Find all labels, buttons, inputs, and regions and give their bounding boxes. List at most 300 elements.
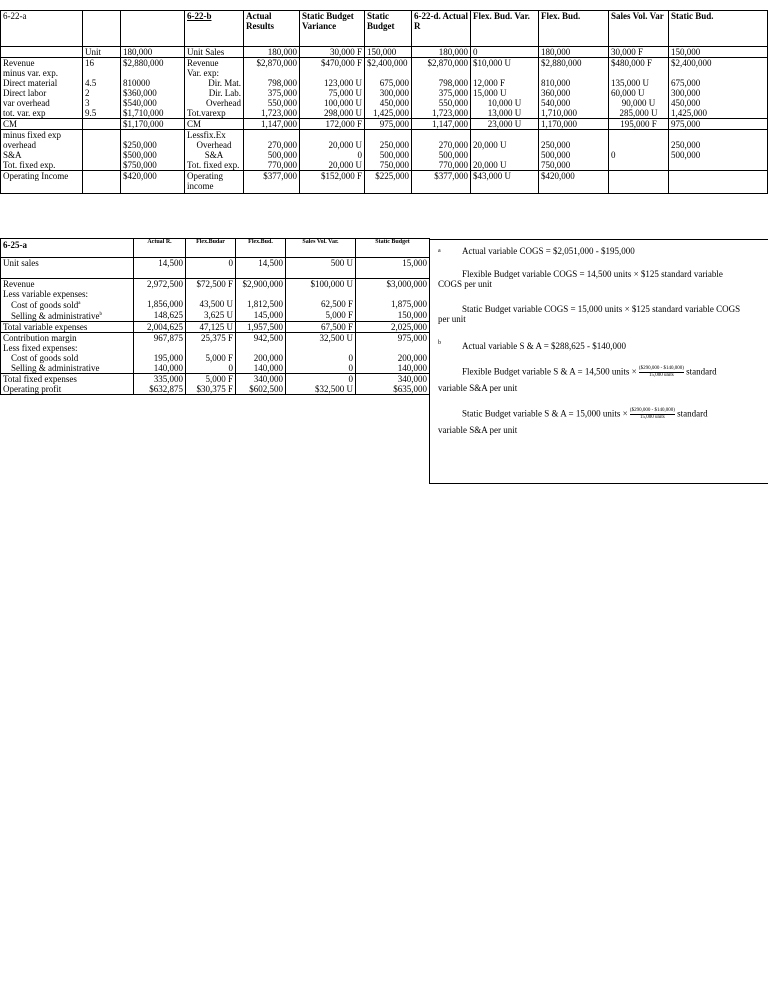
table-cell [669, 68, 768, 78]
table-cell: 750,000 [365, 160, 412, 171]
table-row [1, 108, 768, 119]
table-cell: 15,000 U [471, 88, 539, 98]
footnote-marker: a [78, 301, 81, 306]
table-cell [300, 68, 365, 78]
header-cell: 6-22-d. Actual R [412, 11, 471, 47]
table-cell: Direct labor [1, 88, 83, 98]
table-cell: Dir. Lab. [185, 88, 244, 98]
table-cell: Tot. fixed exp. [185, 160, 244, 171]
table-cell: 540,000 [539, 98, 609, 108]
table-body [1, 258, 430, 395]
footnotes-box [429, 239, 768, 484]
table-cell: $632,875 [134, 384, 186, 395]
table-cell: $540,000 [121, 98, 185, 108]
table-cell [412, 68, 471, 78]
table-cell [609, 68, 669, 78]
fraction [630, 408, 675, 421]
table-cell: 135,000 U [609, 78, 669, 88]
table-cell: Selling & administrative [1, 363, 134, 374]
fraction [639, 366, 684, 379]
table-cell: 942,500 [236, 333, 286, 344]
table-cell: $43,000 U [471, 171, 539, 194]
table-cell: 180,000 [121, 47, 185, 58]
header-cell: Static Bud. [669, 11, 768, 47]
table-cell [121, 130, 185, 141]
table-cell: 20,000 U [300, 160, 365, 171]
table-row [1, 78, 768, 88]
table-cell: 2 [83, 88, 121, 98]
table-cell: $377,000 [244, 171, 300, 194]
table-cell: $250,000 [121, 140, 185, 150]
budget-comparison-table [0, 10, 768, 194]
table-cell: 30,000 F [609, 47, 669, 58]
table-cell: $1,710,000 [121, 108, 185, 119]
table-cell: 500,000 [365, 150, 412, 160]
table-cell: 30,000 F [300, 47, 365, 58]
table-cell: 1,957,500 [236, 322, 286, 333]
table-cell: $152,000 F [300, 171, 365, 194]
table-cell: 67,500 F [286, 322, 356, 333]
table-cell [300, 130, 365, 141]
table-row [1, 47, 768, 58]
table-cell: 180,000 [539, 47, 609, 58]
table-cell [471, 68, 539, 78]
footnote-text-part: standard [677, 408, 708, 419]
row-label: Selling & administrative [11, 311, 100, 321]
table-cell: 0 [609, 150, 669, 160]
footnote-marker: b [99, 312, 102, 317]
table-cell: 0 [186, 258, 236, 279]
footnote-text: Static Budget variable COGS = 15,000 units × $125 standard variable COGS [462, 304, 741, 314]
table-cell: overhead [1, 140, 83, 150]
table-cell: 0 [471, 47, 539, 58]
table-cell: 180,000 [244, 47, 300, 58]
table-cell: 10,000 U [471, 98, 539, 108]
table-cell: 100,000 U [300, 98, 365, 108]
table-cell: 675,000 [669, 78, 768, 88]
table-cell: 798,000 [412, 78, 471, 88]
table-row [1, 258, 430, 279]
table-cell: 360,000 [539, 88, 609, 98]
table-cell: 250,000 [669, 140, 768, 150]
table-cell: 300,000 [365, 88, 412, 98]
table-cell: 1,710,000 [539, 108, 609, 119]
table-cell: CM [185, 119, 244, 130]
table-cell: Unit [83, 47, 121, 58]
table-cell: 150,000 [356, 310, 430, 322]
table-cell: Unit sales [1, 258, 134, 279]
table-cell: $2,880,000 [539, 58, 609, 69]
table-cell: 140,000 [236, 363, 286, 374]
table-cell: Cost of goods sold [1, 353, 134, 363]
table-cell [609, 171, 669, 194]
table-cell: 14,500 [134, 258, 186, 279]
table-cell: 340,000 [236, 374, 286, 385]
footnote-text: per unit [438, 314, 466, 324]
table-cell: 298,000 U [300, 108, 365, 119]
table-cell [669, 171, 768, 194]
table-row [1, 363, 430, 374]
footnote-text-part: Flexible Budget variable S & A = 14,500 units × [462, 366, 637, 377]
table-cell: 90,000 U [609, 98, 669, 108]
table-row [1, 68, 768, 78]
header-cell: 6-22-a [1, 11, 83, 47]
table-cell: var overhead [1, 98, 83, 108]
table-cell: $470,000 F [300, 58, 365, 69]
table-cell: 375,000 [244, 88, 300, 98]
table-cell: $2,880,000 [121, 58, 185, 69]
header-cell: Static Budget [365, 11, 412, 47]
table-cell: Revenue [1, 58, 83, 69]
footnote-text: variable S&A per unit [438, 425, 518, 435]
footnote-text: Actual variable COGS = $2,051,000 - $195,000 [462, 246, 635, 256]
table-cell: 200,000 [356, 353, 430, 363]
table-cell: $2,900,000 [236, 279, 286, 290]
table-row [1, 333, 430, 344]
header-cell: 6-25-a [1, 239, 134, 258]
table-cell [539, 68, 609, 78]
fraction-denominator: 15,000 units [640, 415, 665, 420]
table-cell: 148,625 [134, 310, 186, 322]
table-cell: 340,000 [356, 374, 430, 385]
header-cell: Flex. Bud. Var. [471, 11, 539, 47]
table-cell: 500,000 [669, 150, 768, 160]
table-cell: $30,375 F [186, 384, 236, 395]
table-cell [412, 130, 471, 141]
table-cell: Operating profit [1, 384, 134, 395]
table-cell [83, 150, 121, 160]
table-row [1, 279, 430, 290]
table-cell: 975,000 [365, 119, 412, 130]
table-cell: 500 U [286, 258, 356, 279]
table-cell: $635,000 [356, 384, 430, 395]
footnote-text: variable S&A per unit [438, 383, 518, 393]
table-cell: S&A [185, 150, 244, 160]
table-cell: $480,000 F [609, 58, 669, 69]
table-cell [83, 119, 121, 130]
table-cell [1, 299, 134, 310]
table-row [1, 119, 768, 130]
header-cell: Flex.Budar [186, 239, 236, 258]
table-cell [669, 130, 768, 141]
table-cell [669, 160, 768, 171]
table-cell: 140,000 [134, 363, 186, 374]
table-cell: $2,870,000 [412, 58, 471, 69]
table-cell: 1,875,000 [356, 299, 430, 310]
table-cell: 12,000 F [471, 78, 539, 88]
table-cell: minus fixed exp [1, 130, 83, 141]
table-cell: Lessfix.Ex [185, 130, 244, 141]
table-row [1, 343, 430, 353]
table-header-row [1, 11, 768, 47]
table-cell: 5,000 F [186, 353, 236, 363]
table-cell: 200,000 [236, 353, 286, 363]
table-cell: $750,000 [121, 160, 185, 171]
table-cell: Tot. fixed exp. [1, 160, 83, 171]
table-cell [471, 130, 539, 141]
table-cell: 3 [83, 98, 121, 108]
table-row [1, 299, 430, 310]
footnote-text-part: Static Budget variable S & A = 15,000 units × [462, 408, 628, 419]
table-cell [471, 150, 539, 160]
table-cell: 675,000 [365, 78, 412, 88]
table-cell: 25,375 F [186, 333, 236, 344]
table-cell [365, 130, 412, 141]
table-row [1, 171, 768, 194]
table-cell: 450,000 [365, 98, 412, 108]
table-cell: 2,025,000 [356, 322, 430, 333]
table-cell: 967,875 [134, 333, 186, 344]
table-cell: 300,000 [669, 88, 768, 98]
table-cell: 20,000 U [471, 160, 539, 171]
table-row [1, 140, 768, 150]
footnote-text: Actual variable S & A = $288,625 - $140,000 [462, 341, 627, 351]
header-cell: Static Budget Variance [300, 11, 365, 47]
table-cell: Overhead [185, 98, 244, 108]
table-cell: $602,500 [236, 384, 286, 395]
table-cell: 770,000 [244, 160, 300, 171]
fraction-denominator: 15,000 units [649, 373, 674, 378]
table-cell: 1,147,000 [244, 119, 300, 130]
table-body [1, 47, 768, 194]
table-cell [236, 289, 286, 299]
table-cell: $10,000 U [471, 58, 539, 69]
footnote-text [462, 366, 717, 379]
table-cell [83, 130, 121, 141]
table-cell: 335,000 [134, 374, 186, 385]
table-cell [134, 289, 186, 299]
table-cell: 810,000 [539, 78, 609, 88]
table-cell [1, 310, 134, 322]
table-cell: 798,000 [244, 78, 300, 88]
table-cell: 1,425,000 [365, 108, 412, 119]
table-row [1, 160, 768, 171]
table-cell: 15,000 [356, 258, 430, 279]
table-row [1, 374, 430, 385]
table-cell: 1,856,000 [134, 299, 186, 310]
table-cell: 450,000 [669, 98, 768, 108]
table-cell: 47,125 U [186, 322, 236, 333]
table-cell: CM [1, 119, 83, 130]
footnote-text: Flexible Budget variable COGS = 14,500 units × $125 standard variable [462, 269, 723, 279]
table-cell: 550,000 [244, 98, 300, 108]
table-cell: 0 [286, 353, 356, 363]
table-cell: Overhead [185, 140, 244, 150]
table-cell: $500,000 [121, 150, 185, 160]
table-cell: S&A [1, 150, 83, 160]
table-row [1, 289, 430, 299]
table-cell: Revenue [1, 279, 134, 290]
fraction-numerator: ($290,000 - $140,000) [629, 408, 675, 413]
table-cell: Dir. Mat. [185, 78, 244, 88]
table-cell: $360,000 [121, 88, 185, 98]
header-cell: Sales Vol. Var. [286, 239, 356, 258]
table-cell: 1,812,500 [236, 299, 286, 310]
table-cell: 123,000 U [300, 78, 365, 88]
table-cell: 0 [286, 363, 356, 374]
table-cell: 14,500 [236, 258, 286, 279]
table-cell: Less variable expenses: [1, 289, 134, 299]
table-cell: minus var. exp. [1, 68, 83, 78]
table-cell [121, 68, 185, 78]
table-cell: Contribution margin [1, 333, 134, 344]
table-cell: Total fixed expenses [1, 374, 134, 385]
table-cell: 270,000 [244, 140, 300, 150]
footnote-marker: b [438, 340, 441, 346]
table-cell [83, 68, 121, 78]
table-cell: 500,000 [539, 150, 609, 160]
table-cell: 285,000 U [609, 108, 669, 119]
footnote-text: COGS per unit [438, 279, 492, 289]
table-cell: 375,000 [412, 88, 471, 98]
table-row [1, 88, 768, 98]
footnote-text-part: standard [686, 366, 717, 377]
table-cell [134, 343, 186, 353]
table-cell: 32,500 U [286, 333, 356, 344]
table-row [1, 310, 430, 322]
table-cell: 20,000 U [471, 140, 539, 150]
table-cell: 1,425,000 [669, 108, 768, 119]
header-cell [121, 11, 185, 47]
table-cell: Unit Sales [185, 47, 244, 58]
table-cell: Operating income [185, 171, 244, 194]
table-cell [609, 160, 669, 171]
table-cell: $225,000 [365, 171, 412, 194]
table-cell: 150,000 [365, 47, 412, 58]
table-cell: 172,000 F [300, 119, 365, 130]
table-cell: 0 [286, 374, 356, 385]
table-cell: 1,723,000 [412, 108, 471, 119]
table-cell: $420,000 [539, 171, 609, 194]
table-cell: 550,000 [412, 98, 471, 108]
header-cell: 6-22-b [185, 11, 244, 47]
header-cell: Actual Results [244, 11, 300, 47]
variance-analysis-table [0, 238, 430, 395]
table-cell: 1,723,000 [244, 108, 300, 119]
table-cell: 1,170,000 [539, 119, 609, 130]
table-cell: 750,000 [539, 160, 609, 171]
table-cell [1, 47, 83, 58]
table-cell: Revenue [185, 58, 244, 69]
header-cell: Static Budget [356, 239, 430, 258]
header-cell: Flex.Bud. [236, 239, 286, 258]
table-cell [365, 68, 412, 78]
table-cell: 0 [300, 150, 365, 160]
table-cell: 270,000 [412, 140, 471, 150]
table-cell [356, 289, 430, 299]
table-cell: 62,500 F [286, 299, 356, 310]
table-cell: 150,000 [669, 47, 768, 58]
table-cell [244, 68, 300, 78]
table-cell: 500,000 [412, 150, 471, 160]
table-cell: $32,500 U [286, 384, 356, 395]
table-cell: Total variable expenses [1, 322, 134, 333]
table-cell: $72,500 F [186, 279, 236, 290]
table-cell [609, 130, 669, 141]
table-cell [356, 343, 430, 353]
table-cell: 43,500 U [186, 299, 236, 310]
table-cell: $420,000 [121, 171, 185, 194]
table-cell [286, 289, 356, 299]
table-cell: 75,000 U [300, 88, 365, 98]
table-cell: 60,000 U [609, 88, 669, 98]
table-cell: 9.5 [83, 108, 121, 119]
table-cell: 20,000 U [300, 140, 365, 150]
table-row [1, 58, 768, 69]
footnote-marker: a [438, 248, 441, 254]
table-row [1, 150, 768, 160]
table-cell: 250,000 [365, 140, 412, 150]
table-cell: 16 [83, 58, 121, 69]
table-cell: Less fixed expenses: [1, 343, 134, 353]
table-cell [186, 289, 236, 299]
table-cell: 145,000 [236, 310, 286, 322]
table-row [1, 98, 768, 108]
table-cell: Var. exp: [185, 68, 244, 78]
fraction-numerator: ($290,000 - $140,000) [638, 366, 684, 371]
table-cell: 810000 [121, 78, 185, 88]
table-cell: 250,000 [539, 140, 609, 150]
table-cell: 13,000 U [471, 108, 539, 119]
table-row [1, 322, 430, 333]
table-cell: 195,000 [134, 353, 186, 363]
table-cell: Operating Income [1, 171, 83, 194]
row-label: Cost of goods sold [11, 300, 79, 310]
table-cell: 4.5 [83, 78, 121, 88]
table-cell [286, 343, 356, 353]
table-cell: 2,004,625 [134, 322, 186, 333]
table-row [1, 384, 430, 395]
table-cell: 140,000 [356, 363, 430, 374]
table-cell: tot. var. exp [1, 108, 83, 119]
table-cell: 0 [186, 363, 236, 374]
table-cell [83, 171, 121, 194]
table-cell: 5,000 F [186, 374, 236, 385]
footnote-text [462, 408, 708, 421]
table-cell: 770,000 [412, 160, 471, 171]
header-cell: Flex. Bud. [539, 11, 609, 47]
header-cell [83, 11, 121, 47]
table-cell: 1,147,000 [412, 119, 471, 130]
table-cell: 180,000 [412, 47, 471, 58]
table-cell: $1,170,000 [121, 119, 185, 130]
table-cell [244, 130, 300, 141]
table-row [1, 353, 430, 363]
table-cell: 975,000 [669, 119, 768, 130]
table-cell [609, 140, 669, 150]
table-header-row [1, 239, 430, 258]
table-cell: Tot.varexp [185, 108, 244, 119]
table-cell: $2,400,000 [669, 58, 768, 69]
table-cell: 3,625 U [186, 310, 236, 322]
header-cell: Sales Vol. Var [609, 11, 669, 47]
table-cell: 975,000 [356, 333, 430, 344]
table-cell: Direct material [1, 78, 83, 88]
table-cell: 2,972,500 [134, 279, 186, 290]
table-row [1, 130, 768, 141]
table-cell: $3,000,000 [356, 279, 430, 290]
table-cell: 195,000 F [609, 119, 669, 130]
header-cell: Actual R. [134, 239, 186, 258]
table-cell [236, 343, 286, 353]
table-cell: $2,870,000 [244, 58, 300, 69]
table-cell: 23,000 U [471, 119, 539, 130]
table-cell: $377,000 [412, 171, 471, 194]
table-cell [83, 160, 121, 171]
table-cell: $2,400,000 [365, 58, 412, 69]
table-cell [539, 130, 609, 141]
table-cell: 500,000 [244, 150, 300, 160]
